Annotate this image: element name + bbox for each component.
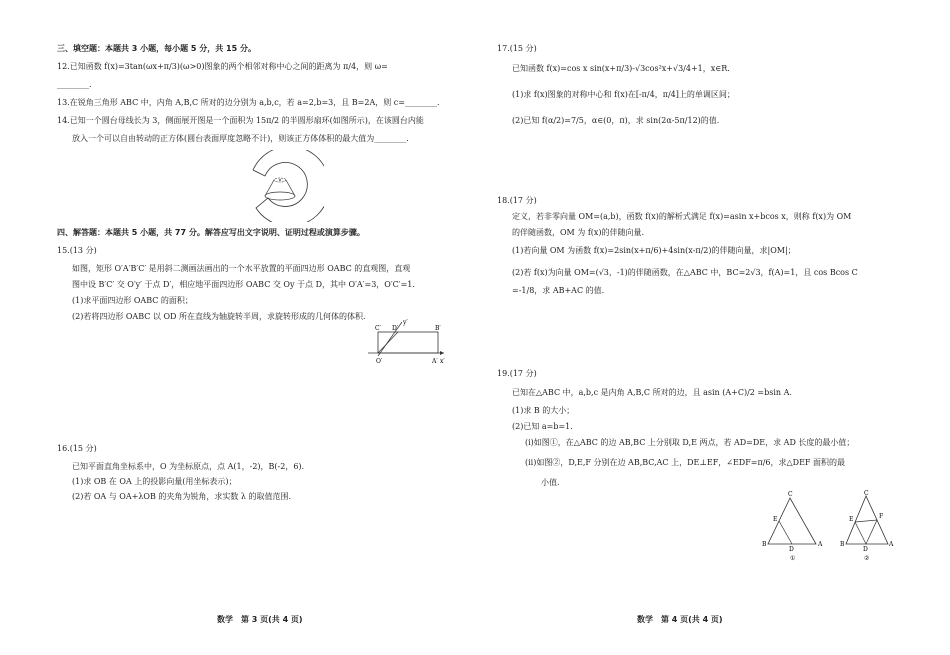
triangle-figure-2 <box>840 490 900 562</box>
fig1-label-b: B <box>762 541 767 548</box>
section-3-header: 三、填空题：本题共 3 小题，每小题 5 分，共 15 分。 <box>57 44 256 53</box>
fig2-label-b: B <box>840 541 845 548</box>
oblique-rectangle-figure <box>366 318 446 368</box>
question-18-title: 18.(17 分) <box>497 196 537 205</box>
question-16-part1: (1)求 OB 在 OA 上的投影向量(用坐标表示)； <box>72 477 237 486</box>
question-16-title: 16.(15 分) <box>57 444 97 453</box>
fig1-label-c: C <box>788 491 793 498</box>
left-page-footer: 数学 第 3 页(共 4 页) <box>217 615 303 624</box>
annulus-sector-figure <box>228 150 324 222</box>
fig15-label-c: C′ <box>375 325 381 332</box>
question-13: 13.在锐角三角形 ABC 中，内角 A,B,C 所对的边分别为 a,b,c，若 a=2,b=3，且 B=2A，则 c=________. <box>57 98 440 107</box>
fig15-label-b: B′ <box>435 325 441 332</box>
fig2-label-a: A <box>889 541 894 548</box>
question-15-part2: (2)若将四边形 OABC 以 OD 所在直线为轴旋转半周，求旋转形成的几何体的体积. <box>72 312 366 321</box>
question-19-title: 19.(17 分) <box>497 369 537 378</box>
fig1-caption: ① <box>790 555 796 562</box>
question-17-part2: (2)已知 f(α/2)=7/5，α∈(0，π)，求 sin(2α-5π/12)的值. <box>512 116 720 125</box>
question-15-part1: (1)求平面四边形 OABC 的面积； <box>72 296 193 305</box>
question-19-part-i: (i)如图①，在△ABC 的边 AB,BC 上分别取 D,E 两点，若 AD=DE，求 AD 长度的最小值； <box>525 438 855 447</box>
triangle-figure-1 <box>760 490 830 562</box>
question-18-part2: (2)若 f(x)为向量 OM=(√3，-1)的伴随函数，在△ABC 中，BC=2√3，f(A)=1，且 cos Bcos C <box>512 268 858 277</box>
fig2-caption: ② <box>864 555 870 562</box>
fig1-label-d: D <box>789 546 794 553</box>
fig1-label-e: E <box>773 516 778 523</box>
section-4-header: 四、解答题：本题共 5 小题，共 77 分。解答应写出文字说明、证明过程或演算步骤。 <box>57 228 365 237</box>
question-15-title: 15.(13 分) <box>57 246 97 255</box>
fig15-label-y: y′ <box>403 319 408 326</box>
question-12-blank: ________. <box>57 80 92 89</box>
question-18-part1: (1)若向量 OM 为函数 f(x)=2sin(x+π/6)+4sin(x-π/2)的伴随向量，求|OM|； <box>512 246 796 255</box>
question-19-part1: (1)求 B 的大小； <box>512 406 575 415</box>
question-18-part2b: =-1/8，求 AB+AC 的值. <box>512 286 605 295</box>
fig2-label-c: C <box>864 490 869 497</box>
fig2-label-f: F <box>879 513 884 520</box>
fig15-label-o: O′ <box>376 358 383 365</box>
question-12: 12.已知函数 f(x)=3tan(ωx+π/3)(ω>0)图象的两个相邻对称中心之间的距离为 π/4，则 ω= <box>57 62 388 71</box>
question-15-line1: 如图，矩形 O′A′B′C′ 是用斜二测画法画出的一个水平放置的平面四边形 OABC 的直观图，直观 <box>72 264 411 273</box>
fig2-label-d: D <box>863 546 868 553</box>
question-17-line1: 已知函数 f(x)=cos x sin(x+π/3)-√3cos²x+√3/4+1，x∈R. <box>512 64 730 73</box>
question-14-line1: 14.已知一个圆台母线长为 3，侧面展开图是一个面积为 15π/2 的半圆形扇环(如图所示)，在该圆台内能 <box>57 116 424 125</box>
question-18-line2: 的伴随函数，OM 为 f(x)的伴随向量. <box>512 228 645 237</box>
fig1-label-a: A <box>818 541 823 548</box>
right-page <box>475 0 950 655</box>
fig2-label-e: E <box>849 516 854 523</box>
question-16-part2: (2)若 OA 与 OA+λOB 的夹角为锐角，求实数 λ 的取值范围. <box>72 492 292 501</box>
question-18-line1: 定义，若非零向量 OM=(a,b)，函数 f(x)的解析式满足 f(x)=asin x+bcos x，则称 f(x)为 OM <box>512 212 852 221</box>
question-19-part-ii: (ii)如图②，D,E,F 分别在边 AB,BC,AC 上，DE⊥EF，∠EDF=π/6，求△DEF 面积的最 <box>525 458 846 467</box>
question-14-line2: 放入一个可以自由转动的正方体(圆台表面厚度忽略不计)，则该正方体体积的最大值为________. <box>72 134 409 143</box>
right-page-footer: 数学 第 4 页(共 4 页) <box>637 615 723 624</box>
question-17-title: 17.(15 分) <box>497 44 537 53</box>
question-19-line1: 已知在△ABC 中，a,b,c 是内角 A,B,C 所对的边，且 asin (A+C)/2 =bsin A. <box>512 388 792 397</box>
fig15-label-x: x′ <box>440 358 445 365</box>
question-15-line2: 图中设 B′C′ 交 O′y′ 于点 D′，相应地平面四边形 OABC 交 Oy 于点 D，其中 O′A′=3，O′C′=1. <box>72 280 415 289</box>
question-16-line1: 已知平面直角坐标系中，O 为坐标原点，点 A(1，-2)，B(-2，6). <box>72 462 305 471</box>
fig15-label-d: D′ <box>392 325 399 332</box>
question-19-part-ii-b: 小值. <box>541 478 560 487</box>
fig15-label-a: A′ <box>432 358 438 365</box>
question-19-part2: (2)已知 a=b=1. <box>512 422 573 431</box>
question-17-part1: (1)求 f(x)图象的对称中心和 f(x)在[-π/4，π/4]上的单调区间； <box>512 90 735 99</box>
